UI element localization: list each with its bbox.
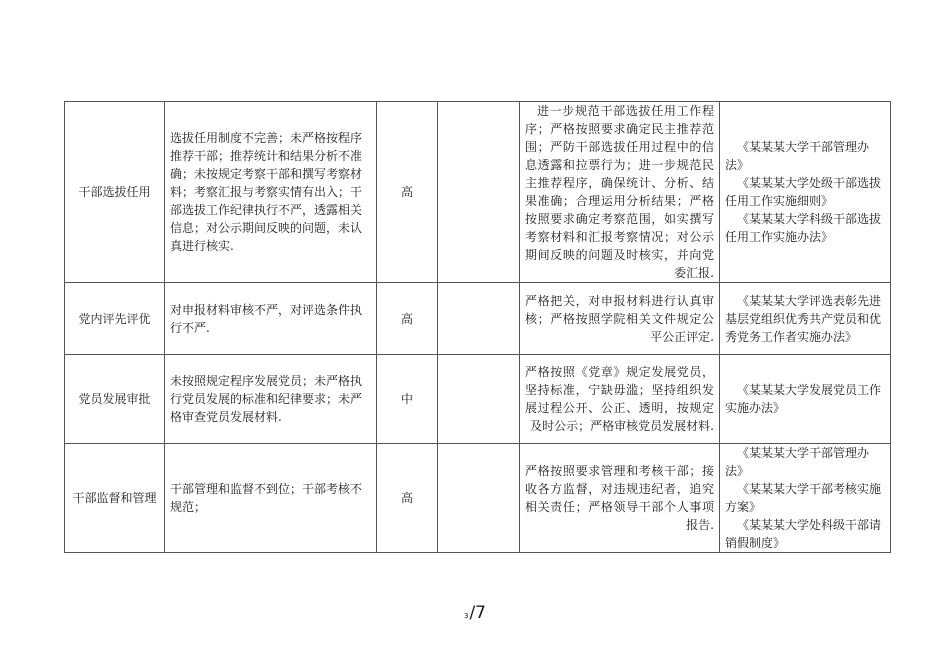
risk-cell: 未按照规定程序发展党员；未严格执行党员发展的标准和纪律要求；未严格审查党员发展材料. bbox=[165, 355, 377, 444]
basis-cell: 《某某某大学干部管理办法》 《某某某大学处级干部选拔任用工作实施细则》 《某某某大学科级干部选拔任用工作实施办法》 bbox=[720, 102, 891, 283]
item-cell: 干部监督和管理 bbox=[65, 444, 165, 553]
measure-cell: 严格把关，对申报材料进行认真审核；严格按照学院相关文件规定公平公正评定. bbox=[520, 283, 720, 355]
risk-cell: 干部管理和监督不到位；干部考核不规范； bbox=[165, 444, 377, 553]
measure-cell: 进一步规范干部选拔任用工作程序；严格按照要求确定民主推荐范围；严防干部选拔任用过程中的信息透露和拉票行为；进一步规范民主推荐程序，确保统计、分析、结果准确；合理运用分析结果；严格按照要求确定考察范围，如实撰写考察材料和汇报考察情况；对公示期间反映的问题及时核实，并向党委汇报. bbox=[520, 102, 720, 283]
table-row bbox=[65, 355, 891, 444]
item-cell: 干部选拔任用 bbox=[65, 102, 165, 283]
basis-cell: 《某某某大学干部管理办法》 《某某某大学干部考核实施方案》 《某某某大学处科级干部请销假制度》 bbox=[720, 444, 891, 553]
item-cell: 党员发展审批 bbox=[65, 355, 165, 444]
page-total: /7 bbox=[469, 603, 486, 623]
level-cell: 高 bbox=[377, 102, 438, 283]
page-current: 3 bbox=[463, 612, 469, 620]
level-cell: 高 bbox=[377, 283, 438, 355]
level-cell: 中 bbox=[377, 355, 438, 444]
blank-cell bbox=[438, 444, 520, 553]
basis-cell: 《某某某大学评选表彰先进基层党组织优秀共产党员和优秀党务工作者实施办法》 bbox=[720, 283, 891, 355]
measure-cell: 严格按照《党章》规定发展党员，坚持标准，宁缺毋滥；坚持组织发展过程公开、公正、透明，按规定及时公示；严格审核党员发展材料. bbox=[520, 355, 720, 444]
table-row bbox=[65, 444, 891, 553]
level-cell: 高 bbox=[377, 444, 438, 553]
blank-cell bbox=[438, 355, 520, 444]
risk-cell: 选拔任用制度不完善；未严格按程序推荐干部；推荐统计和结果分析不准确；未按规定考察干部和撰写考察材料；考察汇报与考察实情有出入；干部选拔工作纪律执行不严，透露相关信息；对公示期间反映的问题，未认真进行核实. bbox=[165, 102, 377, 283]
blank-cell bbox=[438, 283, 520, 355]
risk-table bbox=[64, 101, 891, 553]
blank-cell bbox=[438, 102, 520, 283]
item-cell: 党内评先评优 bbox=[65, 283, 165, 355]
table-row bbox=[65, 283, 891, 355]
table-row bbox=[65, 102, 891, 283]
measure-cell: 严格按照要求管理和考核干部；接收各方监督，对违规违纪者，追究相关责任；严格领导干部个人事项报告. bbox=[520, 444, 720, 553]
page-number bbox=[0, 603, 950, 623]
risk-cell: 对申报材料审核不严，对评选条件执行不严. bbox=[165, 283, 377, 355]
basis-cell: 《某某某大学发展党员工作实施办法》 bbox=[720, 355, 891, 444]
